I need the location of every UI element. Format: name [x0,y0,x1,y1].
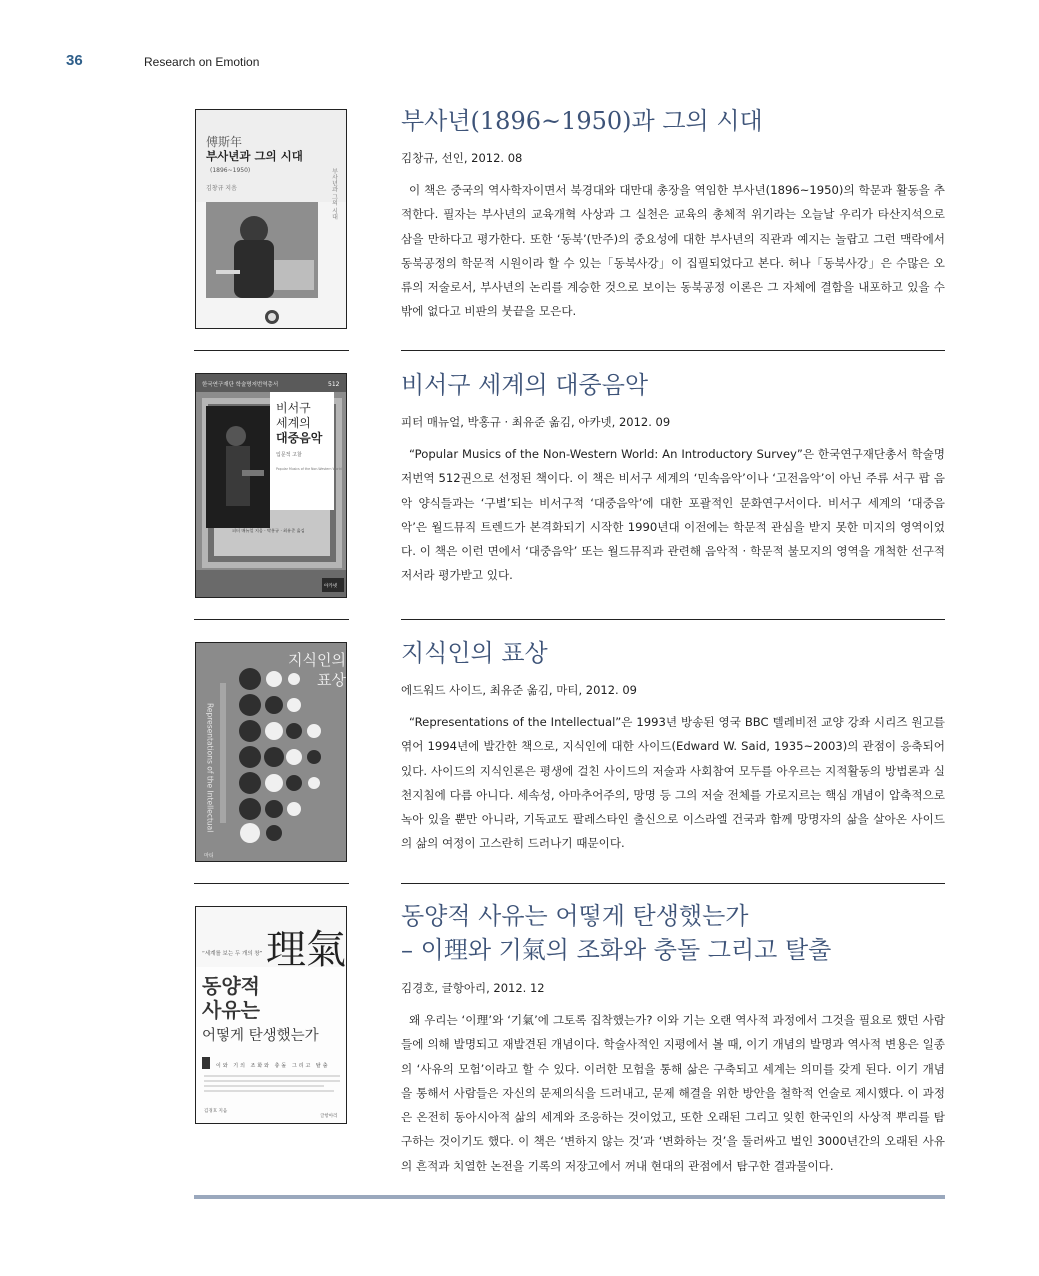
cover-book-3[interactable] [195,642,347,862]
cover-2-series: 한국연구재단 학술명저번역총서 [202,382,279,388]
cover-art-4 [196,907,347,1124]
entry-2-title: 비서구 세계의 대중음악 [401,371,649,399]
cover-4-calligraphy: 理氣 [266,927,346,973]
cover-3-title-line-2: 표상 [317,671,346,689]
entry-1-description: 이 책은 중국의 역사학자이면서 북경대와 대만대 총장을 역임한 부사년(1896~1950)의 학문과 활동을 추적한다. 필자는 부사년의 교육개혁 사상과 그 실천은 교육의 총체적 위기라는 오늘날 우리가 타산지석으로 삼을 만하다고 평가한다. 또한 ‘동북’(만주)의 중요성에 대한 부사년의 직관과 예지는 놀랍고 그런 맥락에서 동북공정의 학문적 시원이라 할 수 있는「동북사강」이 집필되었다고 본다. 허나「동북사강」은 수많은 오류의 저술로서, 부사년의 논리를 계승한 것으로 보이는 동북공정 이론은 그 자체에 결함을 내포하고 있을 수밖에 없다고 비판의 붓끝을 모은다. [401,183,945,319]
entry-4-meta: 김경호, 글항아리, 2012. 12 [401,981,545,995]
cover-1-spine: 부사년과 그의 시대 [330,168,338,220]
cover-4-subtitle: 이와 기의 조화와 충돌 그리고 탈출 [216,1063,330,1069]
cover-2-english: Popular Musics of the Non-Western World [276,467,342,471]
cover-book-2[interactable] [195,373,347,598]
cover-book-4[interactable] [195,906,347,1124]
entry-4-description: 왜 우리는 ‘이理’와 ‘기氣’에 그토록 집착했는가? 이와 기는 오랜 역사적 과정에서 그것을 필요로 했던 사람들에 의해 발명되고 재발견된 개념이다. 학술사적인 지평에서 볼 때, 이기 개념의 발명과 역사적 변용은 일종의 ‘사유의 모험’이라고 할 수 있다. 이러한 모험을 통해 삶은 구축되고 세계는 의미를 갖게 된다. 이기 개념을 통해서 사람들은 자신의 문제의식을 드러내고, 문제 해결을 위한 방안을 철학적 언술로 제시했다. 이 과정은 온전히 동아시아적 삶의 세계와 조응하는 것이었고, 또한 오래된 그리고 잊힌 한국인의 사상적 뿌리를 탐구하는 것이기도 했다. 이 책은 ‘변하지 않는 것’과 ‘변화하는 것’을 둘러싸고 벌인 3000년간의 오래된 사유의 흔적과 치열한 논전을 기록의 저장고에서 꺼내 현대의 관점에서 탐구한 결과물이다. [401,1013,945,1173]
entry-3-meta: 에드워드 사이드, 최유준 옮김, 마티, 2012. 09 [401,683,637,697]
cover-3-title-line-1: 지식인의 [288,651,346,669]
entry-3-title: 지식인의 표상 [401,639,548,667]
cover-1-series: 傅斯年 [206,135,243,149]
cover-2-credits: 피터 매뉴얼 지음 · 박홍규 · 최유준 옮김 [232,528,305,533]
divider-right-3 [401,883,945,884]
cover-3-spine: Representations of the Intellectual [205,703,215,833]
cover-2-title-line-1: 비서구 [276,401,311,415]
cover-2-subtitle: 입문적 고찰 [276,452,302,458]
cover-4-publisher: 글항아리 [320,1114,338,1119]
cover-4-author: 김경호 지음 [204,1109,228,1114]
divider-left-1 [194,350,349,351]
cover-2-publisher: 아카넷 [324,584,338,589]
cover-book-1[interactable] [195,109,347,329]
cover-art-2 [196,374,347,598]
cover-4-title-line-2: 사유는 [202,998,260,1022]
entry-1-meta: 김창규, 선인, 2012. 08 [401,151,523,165]
divider-right-2 [401,619,945,620]
cover-2-title-line-2: 세계의 [276,416,311,430]
entry-1-title: 부사년(1896~1950)과 그의 시대 [401,107,763,135]
cover-4-title-line-3: 어떻게 탄생했는가 [202,1028,319,1044]
divider-left-3 [194,883,349,884]
cover-1-author: 김창규 지음 [206,185,237,192]
divider-left-2 [194,619,349,620]
cover-art-1 [196,110,347,329]
cover-2-title-line-3: 대중음악 [276,431,323,445]
entry-2-description: “Popular Musics of the Non-Western World: An Introductory Survey”은 한국연구재단총서 학술명저번역 512권으로 선정된 책이다. 이 책은 비서구 세계의 ‘민속음악’이나 ‘고전음악’이 아닌 주류 서구 팝 음악 양식들과는 ‘구별’되는 비서구적 ‘대중음악’에 대한 포괄적인 문화연구서이다. 비서구 세계의 ‘대중음악’은 월드뮤직 트렌드가 본격화되기 시작한 1990년대 이전에는 학문적 관심을 받지 못한 미지의 영역이었다. 이 책은 이런 면에서 ‘대중음악’ 또는 월드뮤직과 관련해 음악적 · 학문적 불모지의 영역을 개척한 선구적 저서라 평가받고 있다. [401,447,945,583]
cover-1-title: 부사년과 그의 시대 [206,149,303,163]
entry-4-title-line-2: – 이理와 기氣의 조화와 충돌 그리고 탈출 [401,936,832,964]
cover-art-3 [196,643,347,862]
cover-4-tagline: “세계를 보는 두 개의 창” [202,951,263,957]
cover-2-badge: 512 [328,381,340,388]
bottom-rule [194,1195,945,1199]
cover-1-years: (1896~1950) [210,167,251,174]
running-title: Research on Emotion [144,55,260,69]
cover-4-title-line-1: 동양적 [202,974,260,998]
entry-4-title-line-1: 동양적 사유는 어떻게 탄생했는가 [401,902,749,930]
entry-3-description: “Representations of the Intellectual”은 1993년 방송된 영국 BBC 텔레비전 교양 강좌 시리즈 원고를 엮어 1994년에 발간한 책으로, 지식인에 대한 사이드(Edward W. Said, 1935~2003)의 관점이 응축되어 있다. 사이드의 지식인론은 평생에 걸친 사이드의 저술과 사회참여 모두를 아우르는 지적활동의 방법론과 실천지침에 다름 아니다. 세속성, 아마추어주의, 망명 등 그의 저술 전체를 가로지르는 핵심 개념이 압축적으로 녹아 있을 뿐만 아니라, 기독교도 팔레스타인 출신으로 이스라엘 건국과 함께 망명자의 삶을 살아온 사이드의 삶의 여정이 고스란히 드러나기 때문이다. [401,715,945,851]
cover-3-publisher: 마티 [204,853,214,859]
divider-right-1 [401,350,945,351]
page-number: 36 [66,52,83,69]
entry-2-meta: 피터 매뉴얼, 박홍규 · 최유준 옮김, 아카넷, 2012. 09 [401,415,671,429]
